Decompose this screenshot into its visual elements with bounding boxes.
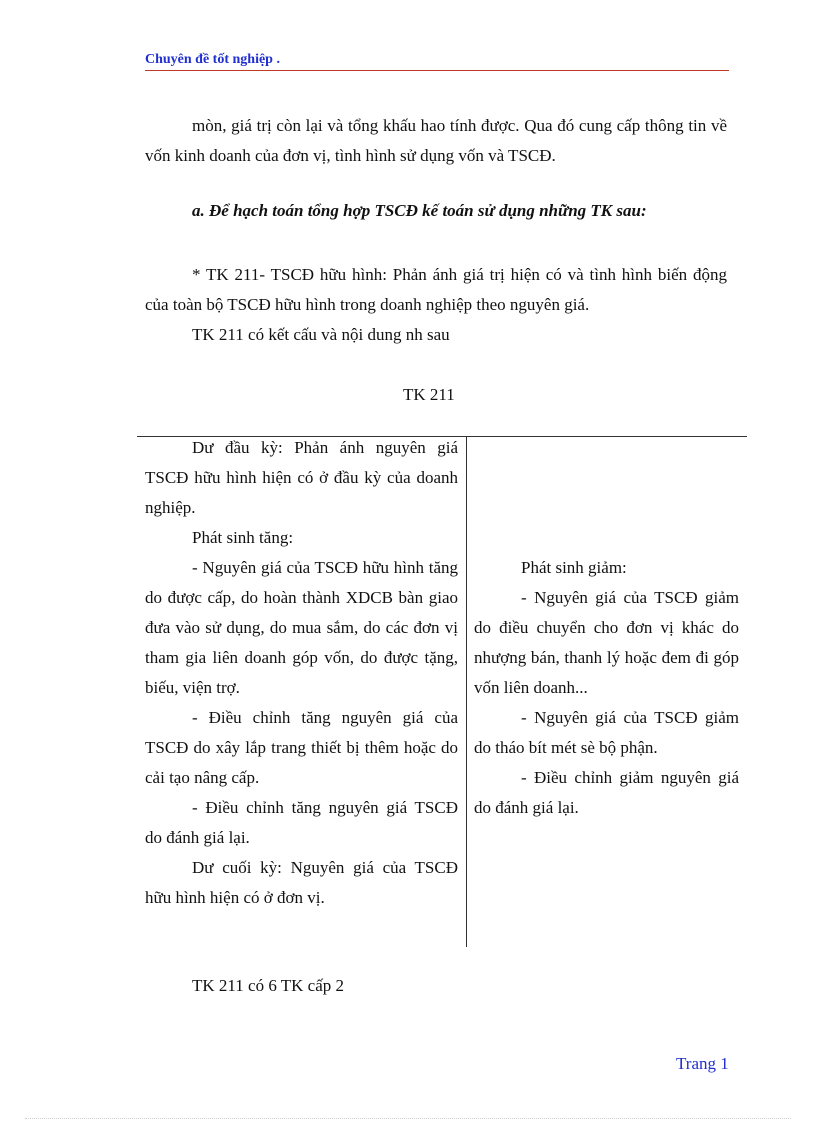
debit-increase-item: - Nguyên giá của TSCĐ hữu hình tăng do được cấp, do hoàn thành XDCB bàn giao đưa vào sử dụng, do mua sắm, do các đơn vị tham gia liên doanh góp vốn, do được tặng, biếu, viện trợ. [145,558,458,697]
t-account-credit-column [474,553,739,823]
page-number: Trang 1 [676,1054,729,1073]
tk211-description: * TK 211- TSCĐ hữu hình: Phản ánh giá trị hiện có và tình hình biến động của toàn bộ TSCĐ hữu hình trong doanh nghiệp theo nguyên giá. [145,265,727,314]
debit-increase-heading: Phát sinh tăng: [192,528,294,547]
t-account-debit-column [145,433,458,913]
intro-paragraph: mòn, giá trị còn lại và tổng khấu hao tính được. Qua đó cung cấp thông tin về vốn kinh doanh của đơn vị, tình hình sử dụng vốn và TSCĐ. [145,116,727,165]
credit-decrease-item: - Nguyên giá của TSCĐ giảm do tháo bít mét sè bộ phận. [474,708,739,757]
debit-opening-balance: Dư đầu kỳ: Phản ánh nguyên giá TSCĐ hữu hình hiện có ở đầu kỳ của doanh nghiệp. [145,438,458,517]
header-divider [145,70,729,71]
page-bottom-rule [25,1118,791,1119]
document-header-title: Chuyên đề tốt nghiệp . [145,52,280,67]
tk211-structure-intro: TK 211 có kết cấu và nội dung nh sau [192,325,450,344]
debit-increase-item: - Điều chỉnh tăng nguyên giá TSCĐ do đánh giá lại. [145,798,458,847]
debit-closing-balance: Dư cuối kỳ: Nguyên giá của TSCĐ hữu hình hiện có ở đơn vị. [145,858,458,907]
credit-decrease-item: - Điều chỉnh giảm nguyên giá do đánh giá lại. [474,768,739,817]
credit-decrease-heading: Phát sinh giảm: [521,558,627,577]
t-account-vertical-rule [466,436,467,947]
t-account-title: TK 211 [403,385,455,404]
subaccounts-note: TK 211 có 6 TK cấp 2 [192,976,345,995]
section-a-heading: a. Để hạch toán tổng hợp TSCĐ kế toán sử dụng những TK sau: [192,201,647,220]
debit-increase-item: - Điều chỉnh tăng nguyên giá của TSCĐ do xây lắp trang thiết bị thêm hoặc do cải tạo nâng cấp. [145,708,458,787]
credit-decrease-item: - Nguyên giá của TSCĐ giảm do điều chuyển cho đơn vị khác do nhượng bán, thanh lý hoặc đem đi góp vốn liên doanh... [474,588,739,697]
